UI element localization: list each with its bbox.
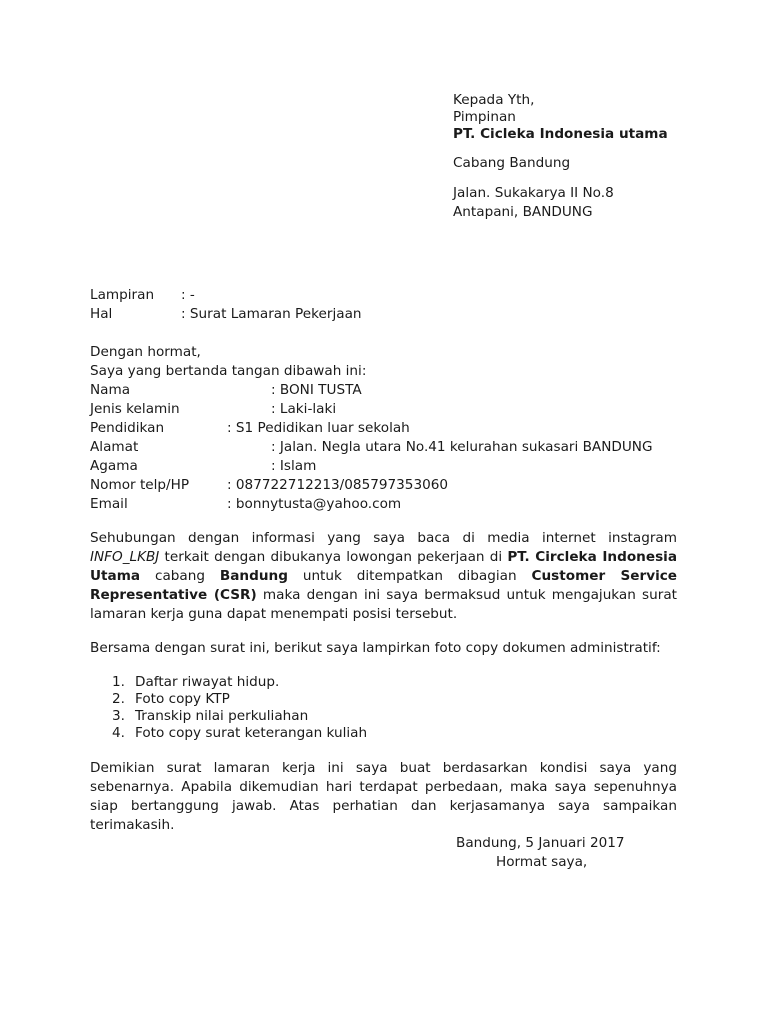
address-label: Alamat — [90, 439, 139, 455]
phone-value: : 087722712213/085797353060 — [227, 477, 449, 493]
recipient-position: Pimpinan — [453, 109, 516, 125]
recipient-street: Jalan. Sukakarya II No.8 — [453, 185, 614, 201]
body1-text-2: terkait dengan dibukanya lowongan pekerjaan di — [164, 549, 503, 565]
list-number: 3. — [112, 708, 125, 724]
education-label: Pendidikan — [90, 420, 165, 436]
name-label: Nama — [90, 382, 131, 398]
list-text: Foto copy KTP — [135, 691, 230, 707]
info-source: INFO_LKBJ — [90, 549, 160, 565]
address-value: : Jalan. Negla utara No.41 kelurahan sukasari BANDUNG — [271, 439, 653, 455]
body1-text-1: Sehubungan dengan informasi yang saya baca di media internet instagram — [90, 530, 677, 546]
hal-value: : Surat Lamaran Pekerjaan — [181, 306, 362, 322]
greeting: Dengan hormat, — [90, 344, 201, 360]
gender-label: Jenis kelamin — [90, 401, 180, 417]
list-text: Foto copy surat keterangan kuliah — [135, 725, 368, 741]
list-item — [90, 691, 367, 708]
recipient-branch: Cabang Bandung — [453, 155, 571, 171]
gender-value: : Laki-laki — [271, 401, 337, 417]
branch-name: Bandung — [219, 568, 288, 584]
list-text: Transkip nilai perkuliahan — [135, 708, 309, 724]
phone-label: Nomor telp/HP — [90, 477, 190, 493]
list-item — [90, 708, 367, 725]
body-paragraph-2: Bersama dengan surat ini, berikut saya lampirkan foto copy dokumen administratif: — [90, 640, 661, 656]
email-value: : bonnytusta@yahoo.com — [227, 496, 402, 512]
religion-label: Agama — [90, 458, 138, 474]
list-item — [90, 674, 367, 691]
hal-label: Hal — [90, 306, 113, 322]
body1-text-4: untuk ditempatkan dibagian — [302, 568, 517, 584]
list-number: 4. — [112, 725, 125, 741]
list-text: Daftar riwayat hidup. — [135, 674, 280, 690]
recipient-company: PT. Cicleka Indonesia utama — [453, 126, 668, 142]
regards: Hormat saya, — [496, 854, 588, 870]
attachment-list — [90, 674, 367, 742]
recipient-city: Antapani, BANDUNG — [453, 204, 593, 220]
place-date: Bandung, 5 Januari 2017 — [456, 835, 625, 851]
email-label: Email — [90, 496, 128, 512]
list-number: 1. — [112, 674, 125, 690]
lampiran-value: : - — [181, 287, 195, 303]
intro-line: Saya yang bertanda tangan dibawah ini: — [90, 363, 367, 379]
body1-text-5: maka dengan ini saya bermaksud untuk mengajukan surat lamaran kerja guna dapat menempati posisi tersebut. — [90, 587, 677, 622]
list-item — [90, 725, 367, 742]
company-name: PT. Circleka Indonesia Utama — [90, 549, 677, 584]
body-paragraph-1 — [90, 529, 677, 624]
name-value: : BONI TUSTA — [271, 382, 362, 398]
religion-value: : Islam — [271, 458, 317, 474]
education-value: : S1 Pedidikan luar sekolah — [227, 420, 410, 436]
list-number: 2. — [112, 691, 125, 707]
closing-paragraph: Demikian surat lamaran kerja ini saya buat berdasarkan kondisi saya yang sebenarnya. Apabila dikemudian hari terdapat perbedaan, maka saya sepenuhnya siap bertanggung jawab. Atas perhatian dan kerjasamanya saya sampaikan terimakasih. — [90, 760, 677, 833]
position-name: Customer Service Representative (CSR) — [90, 568, 678, 603]
body1-text-3: cabang — [154, 568, 205, 584]
recipient-to: Kepada Yth, — [453, 92, 535, 108]
lampiran-label: Lampiran — [90, 287, 155, 303]
